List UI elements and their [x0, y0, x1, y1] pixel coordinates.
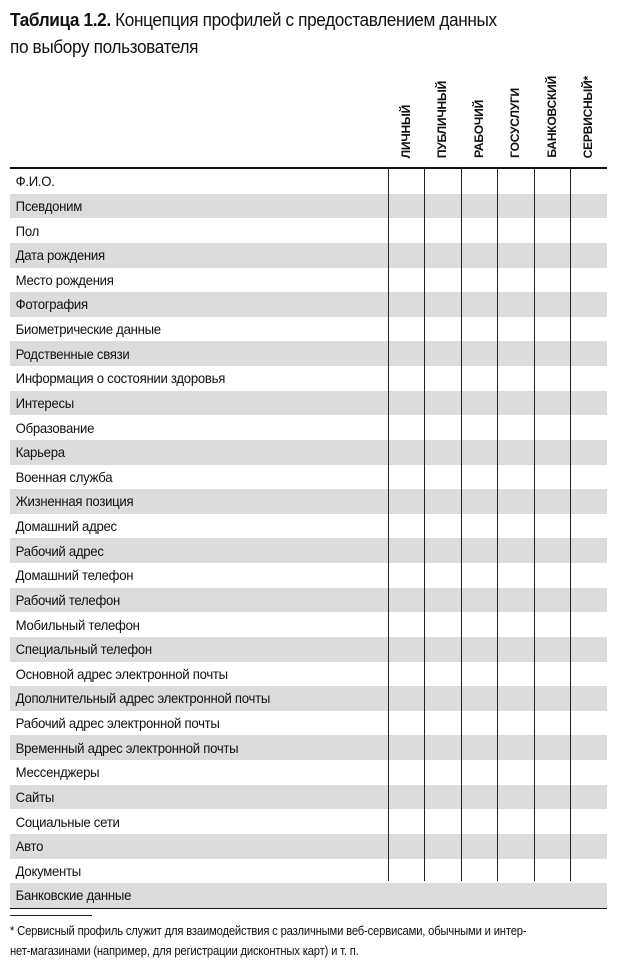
- footnote: [10, 921, 604, 961]
- column-header-6: [570, 62, 606, 158]
- column-header-label: ГОСУСЛУГИ: [508, 88, 522, 158]
- row-label: Рабочий телефон: [15, 591, 121, 608]
- column-header-label: СЕРВИСНЫЙ*: [581, 75, 595, 158]
- row-label: Рабочий адрес: [15, 542, 104, 559]
- column-header-2: [424, 62, 460, 158]
- row-label: Ф.И.О.: [15, 173, 55, 190]
- column-divider: [570, 167, 571, 881]
- table-row: [10, 809, 607, 834]
- row-label: Карьера: [15, 444, 65, 461]
- row-label: Домашний адрес: [15, 518, 117, 535]
- table-row: [10, 686, 607, 711]
- table-row: [10, 194, 607, 219]
- column-header-4: [497, 62, 533, 158]
- table-row: [10, 341, 607, 366]
- row-label: Временный адрес электронной почты: [15, 739, 239, 756]
- table-row: [10, 317, 607, 342]
- row-label: Биометрические данные: [15, 321, 161, 338]
- row-label: Банковские данные: [15, 887, 132, 904]
- caption-text: Концепция профилей с предоставлением данных: [115, 9, 497, 30]
- row-label: Пол: [15, 222, 39, 239]
- row-label: Социальные сети: [15, 813, 120, 830]
- footnote-line-1: * Сервисный профиль служит для взаимодействия с различными веб-сервисами, обычными и интер-: [10, 924, 527, 938]
- table-row: [10, 883, 607, 908]
- footnote-rule: [10, 915, 92, 916]
- table-row: [10, 514, 607, 539]
- table-row: [10, 711, 607, 736]
- table-row: [10, 538, 607, 563]
- column-header-1: [388, 62, 424, 158]
- row-label: Дата рождения: [15, 247, 105, 264]
- column-header-3: [461, 62, 497, 158]
- column-divider: [497, 167, 498, 881]
- table-row: [10, 637, 607, 662]
- caption-line-1: [10, 6, 568, 33]
- footnote-line-2: нет-магазинами (например, для регистрации дисконтных карт) и т. п.: [10, 944, 359, 958]
- row-label: Военная служба: [15, 468, 113, 485]
- table-caption: [10, 6, 568, 60]
- row-label: Мобильный телефон: [15, 616, 140, 633]
- row-label: Мессенджеры: [15, 764, 100, 781]
- row-label: Дополнительный адрес электронной почты: [15, 690, 271, 707]
- table-row: [10, 391, 607, 416]
- row-label: Место рождения: [15, 271, 114, 288]
- column-header-label: ПУБЛИЧНЫЙ: [435, 80, 449, 158]
- column-divider: [534, 167, 535, 881]
- table-row: [10, 612, 607, 637]
- row-label: Домашний телефон: [15, 567, 134, 584]
- row-label: Документы: [15, 862, 81, 879]
- table-row: [10, 292, 607, 317]
- row-label: Специальный телефон: [15, 641, 152, 658]
- table-row: [10, 859, 607, 884]
- column-header-label: БАНКОВСКИЙ: [545, 76, 559, 158]
- row-label: Информация о состоянии здоровья: [15, 370, 226, 387]
- table-row: [10, 662, 607, 687]
- table-row: [10, 465, 607, 490]
- column-header-label: РАБОЧИЙ: [472, 100, 486, 158]
- table-row: [10, 243, 607, 268]
- table-row: [10, 834, 607, 859]
- column-header-5: [534, 62, 570, 158]
- row-label: Интересы: [15, 394, 74, 411]
- row-label: Фотография: [15, 296, 88, 313]
- row-label: Рабочий адрес электронной почты: [15, 715, 220, 732]
- column-header-label: ЛИЧНЫЙ: [399, 104, 413, 158]
- table-row: [10, 218, 607, 243]
- table-number: Таблица 1.2.: [10, 9, 111, 30]
- table-row: [10, 760, 607, 785]
- row-label: Жизненная позиция: [15, 493, 134, 510]
- table-body: [10, 169, 607, 908]
- row-label: Авто: [15, 838, 44, 855]
- caption-line-2: по выбору пользователя: [10, 36, 199, 57]
- table-row: [10, 489, 607, 514]
- column-divider: [388, 167, 389, 881]
- row-label: Сайты: [15, 788, 55, 805]
- row-label: Родственные связи: [15, 345, 130, 362]
- table-bottom-rule: [10, 908, 607, 910]
- table-row: [10, 415, 607, 440]
- column-headers: [0, 70, 617, 166]
- profile-table: [10, 167, 607, 909]
- table-row: [10, 268, 607, 293]
- table-row: [10, 366, 607, 391]
- table-row: [10, 735, 607, 760]
- column-divider: [461, 167, 462, 881]
- table-row: [10, 169, 607, 194]
- table-row: [10, 785, 607, 810]
- table-row: [10, 563, 607, 588]
- row-label: Псевдоним: [15, 197, 82, 214]
- row-label: Образование: [15, 419, 95, 436]
- table-row: [10, 440, 607, 465]
- row-label: Основной адрес электронной почты: [15, 665, 228, 682]
- table-row: [10, 588, 607, 613]
- column-divider: [424, 167, 425, 881]
